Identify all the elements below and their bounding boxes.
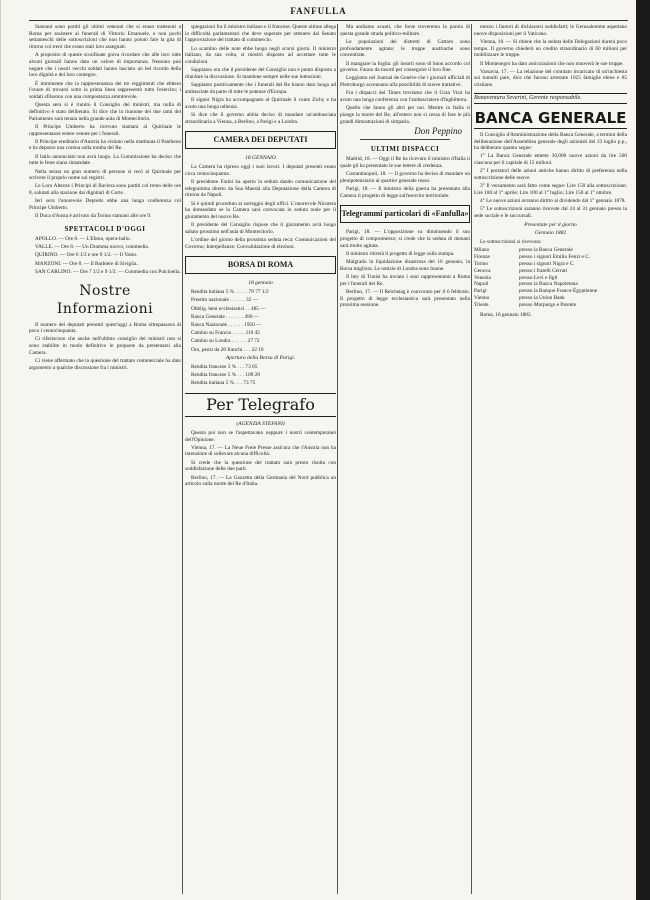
list-agent: presso la Banca Napoletana [519,281,578,288]
paragraph: L'ordine del giorno della prossima seduta reca: Comunicazioni del Governo; Interpellanze; Convalidazione di elezioni. [185,237,336,250]
borsa-line: Cambio su Londra . . . . . . 27 72 [191,338,260,345]
paragraph: Le popolazioni dei distretti di Cattaro sono profondamente agitate; le truppe austriache sono concentrate. [340,38,470,59]
list-city: Trieste [474,301,489,308]
footer-date: Roma, 18 gennaio 1882. [480,311,532,318]
borsa-date: 18 gennaio [248,280,273,287]
spettacolo-item: SAN CARLINO. — Ore 7 1/2 e 9 1/2. — Commedia con Pulcinella. [35,268,181,275]
paragraph: spiegazioni fra il ministro italiano e il francese. Queste ultime allega la difficoltà parlamentari che deve superare per ottenere dal Senato l'approvazione del trattato di commercio. [185,24,336,44]
paragraph: Il presidente del Consiglio rispose che il giuramento avrà luogo sabato prossimo nell'aula di Montecitorio. [185,222,336,235]
list-item [474,254,627,261]
list-agent: presso i signori Nigra e C. [519,260,575,267]
list-city: Napoli [474,281,489,288]
borsa-line: Rendita italiana 5 % . . . 73 75 [191,380,256,387]
paragraph: 4° Le nuove azioni avranno diritto al dividendo dal 1° gennaio 1878. [480,198,626,205]
scan-edge [636,0,650,900]
paragraph: Si dice che il governo abbia deciso di mandare un'ambasciata straordinaria a Vienna, a Berlino, a Parigi e a Londra. [185,111,336,125]
paragraph: Questa poi non se l'aspettavano neppure i nostri contemporanei dell'Opinione. [185,429,336,443]
parigi-lines [185,364,336,387]
col4-paragraphs [474,24,627,89]
list-item [474,275,627,282]
camera-deputati-heading: CAMERA DEI DEPUTATI [185,131,336,149]
paragraph: Parigi, 18. — L'opposizione va diminuendo il suo progetto di compromesso; si crede che la seduta di domani sarà molto agitata. [340,229,470,249]
masthead-rule [29,20,628,21]
list-city: Venezia [474,274,491,281]
spettacolo-item: MANZONI. — Ore 8. — Il Barbiere di Siviglia. [35,260,138,267]
paragraph: 3° Il versamento sarà fatto come segue: Lire 150 alla sottoscrizione; Lire 100 al 1° aprile; Lire 100 al 1° luglio; Lire 150 al 1° ottobre. [474,183,627,196]
list-item [474,288,627,295]
paragraph: Il Montenegro ha dato assicurazioni che non muoverà le sue truppe. [480,60,624,67]
paragraph: Le Loro Altezze i Principi di Baviera sono partiti col treno delle ore 8, salutati alla stazione dai dignitari di Corte. [29,183,181,197]
borsa-line: Prestito nazionale . . . . . . 32 — [191,297,258,304]
paragraph: Berlino, 17. — Il Reichstag è convocato per il 6 febbraio. Il progetto di legge ecclesiastica sarà presentato nella prossima sessione. [340,288,470,309]
paragraph: Il mangiare la foglia: gli insorti sono di buon accordo col governo. Fanno da insorti per conseguire il loro fine. [340,60,470,74]
camera-paragraphs [185,164,336,250]
paragraph: Ma andiamo avanti, che forse troveremo la parola di questa grande strada politico-militare. [340,24,470,37]
paragraph: Il numero dei deputati presenti quest'oggi a Roma oltrepassava di poco i centocinquanta. [29,321,181,335]
spettacolo-item: VALLE. — Ore 8. — Un Dramma nuovo, commedia. [35,244,150,251]
list-city: Vienna [474,294,489,301]
parigi-heading: Apertura della Borsa di Parigi. [225,355,296,362]
list-title: Le sottoscrizioni si ricevono: [480,239,542,246]
paragraph: 2° I portatori delle azioni antiche hanno diritto di preferenza nella sottoscrizione delle nuove. [474,168,627,182]
paragraph: Fra i dispacci del Times troviamo che il Gran Visir ha avuto una lunga conferenza con l'ambasciatore d'Inghilterra. [340,90,470,104]
paragraph: Varsavia, 17. — La relazione del comitato incaricato di un'inchiesta sui tumulti pare, dice che furono arrestate 1025 famiglie ebree e 85 cristiane. [474,68,627,89]
dispacci-paragraphs [340,156,470,199]
paragraph: Lo scambio delle note ebbe luogo negli scorsi giorni. Il ministro italiano, da sua volta, si mostrò disposto ad accettare tutte le condizioni. [185,45,336,66]
column-1 [29,24,181,892]
list-agent: presso Morpurgo e Parente [519,301,577,308]
list-agent: presso i signori Emilio Fenzi e C. [519,254,591,261]
sottoscrizioni-date: Gennaio 1882 [534,230,567,237]
borsa-lines [185,289,336,353]
ultimi-dispacci-heading: ULTIMI DISPACCI [370,145,440,154]
borsa-line: Obblig. beni ecclesiastici . . 485 — [191,305,266,312]
list-agent: presso Levi e figli [519,274,558,281]
telegrammi-heading: Telegrammi particolari di «Fanfulla» [340,205,470,223]
paragraph: Il signor Nigra ha accompagnato al Quirinale il conte Zichy e ha avuto una lunga udienza. [185,97,336,110]
paragraph: Berlino, 17. — La Gazzetta della Germania del Nord pubblica un articolo sulla morte del Re d'Italia. [185,474,336,488]
column-4 [474,24,627,892]
paragraph: Il Consiglio d'Amministrazione della Banca Generale, a termini della deliberazione dell'Assemblea generale degli azionisti del 23 luglio p.p., ha deliberato quanto segue: [474,131,627,152]
list-city: Torino [474,260,489,267]
per-telegrafo-heading: Per Telegrafo [185,393,336,417]
list-agent: presso i fratelli Cerruti [519,267,568,274]
paragraph: Quello che fanno gli altri per noi. Mentre in Italia si piange la morte del Re, all'estero non si cessa di fare le più grandi dimostrazioni di simpatia. [340,105,470,125]
paragraph: È imminente che la rappresentanza dei tre reggimenti che ebbero l'onore di trovarsi sotto la prima linea rappresentò tutto l'esercito; i soldati sfilarono con una compostezza ammirevole. [29,80,181,101]
paragraph: Sappiamo positivamente che i funerali del Re hanno dato luogo ad ambasciate da parte di tutte le potenze d'Europa. [185,82,336,95]
borsa-line: Oro, pezzi da 20 franchi . . . 22 10 [191,346,264,353]
col3-paragraphs [340,24,470,125]
borsa-line: Rendita francese 3 % . . . 73 05 [191,364,258,371]
column-divider [471,24,472,894]
paragraph: 5° Le sottoscrizioni saranno ricevute dal 24 al 31 gennaio presso la sede sociale e le succursali. [474,206,627,220]
borsa-line: Rendita italiana 5 % . . . . . 79 77 1/2 [191,289,269,296]
paragraph: Il presidente Farini ha aperto la seduta dando comunicazione del telegramma diretto da Sua Maestà alla Deputazione della Camera di ritorno da Napoli. [185,178,336,199]
paragraph: Ci viene affermato che la questione del trattato commerciale ha dato argomento a qualche discussione fra i ministri. [29,358,181,371]
list-item [474,302,627,309]
spettacoli-list [29,236,181,276]
borsa-line: Rendita francese 5 % . . . 109 20 [191,372,260,379]
paragraph: Il Principe ereditario d'Austria ha visitato nella mattinata il Pantheon e ha deposto una corona sulla tomba del Re. [29,138,181,152]
paragraph: mezzo i fautori di dichiararsi soddisfatti; le Gerusalemme aspettano nuove disposizioni per il Vaticano. [474,24,627,37]
list-item [474,247,627,254]
paragraph: Parigi, 18. — Il ministro della guerra ha presentato alla Camera il progetto di legge sull'esercito territoriale. [340,185,470,199]
paragraph: A proposito di queste sconfinate giova ricordare che alle loro ratte alcuni giornali hanno dato un valore di importanza. Nessuno può negare che i nostri vecchi soldati hanno lasciato un bel ricordo della loro dignità e del loro contegno. [29,52,181,79]
paragraph: Ci riferiscono che anche nell'ultimo consiglio dei ministri non si sono stabilite in modo definitivo le proposte da presentarsi alla Camera. [29,336,181,356]
spettacoli-heading: SPETTACOLI D'OGGI [64,224,146,233]
borsa-line: Banca Nazionale . . . . . . 1950 — [191,322,262,328]
spettacolo-item: QUIRINO. — Ore 6 1/2 e ore 9 1/2. — Il Vasto. [35,252,138,259]
list-item [474,295,627,302]
list-city: Genova [474,267,491,274]
paragraph: Leggiamo nel Journal de Genève che i giornali ufficiali di Pietroburgo accennano alla possibilità di nuove trattative. [340,75,470,89]
borsa-roma-heading: BORSA DI ROMA [185,256,336,274]
paragraph: Il bey di Tunisi ha inviato i suoi rappresentanti a Roma per i funerali del Re. [340,273,470,287]
paragraph: Vienna, 17. — La Neue Freie Presse assicura che l'Austria non ha intenzione di sollevare alcuna difficoltà. [185,444,336,458]
section-rule [360,139,450,140]
paragraph: Sappiamo ora che il presidente del Consiglio non è punto disposto a ritardare la discussione. Si mantiene sempre nelle sue intenzioni. [185,67,336,80]
borsa-line: Banca Generale . . . . . . . 490 — [191,313,260,320]
sottoscrizioni-list [474,247,627,308]
paragraph: Il Duca d'Aosta è arrivato da Torino stamani alle ore 9. [35,213,152,220]
paragraph: La Camera ha ripreso oggi i suoi lavori. I deputati presenti erano circa centocinquanta. [185,164,336,177]
banca-paragraphs [474,132,627,220]
paragraph: Il ballo annunciato non avrà luogo. La Commissione ha deciso che tutte le feste siano rimandate. [29,153,181,167]
banca-generale-heading: BANCA GENERALE [474,108,627,127]
list-city: Parigi [474,288,487,295]
paragraph: Nella serata un gran numero di persone si recò al Quirinale per scrivere il proprio nome sui registri. [29,168,181,182]
paragraph: Questa sera si è riunito il Consiglio dei ministri, ma nulla di definitivo è stato deliberato. Si dice che la riunione dei due rami del Parlamento sarà tenuta nella grande aula di Montecitorio. [29,102,181,122]
notizie-list [29,322,181,372]
paragraph: Malgrado la liquidazione disastrosa del 16 gennaio, la Borsa migliora. Le notizie di Londra sono buone. [340,259,470,272]
telegrammi-paragraphs [340,229,470,309]
spettacolo-item: APOLLO. — Ore 8. — L'Ebrea, opera-ballo. [35,235,131,242]
borsa-line: Cambio su Francia . . . . . 110 45 [191,330,260,337]
column-3 [340,24,470,892]
telegrafo-paragraphs [185,430,336,488]
list-agent: presso la Banque Franco-Égyptienne [519,288,598,295]
paragraph: Ieri sera l'onorevole Depretis ebbe una lunga conferenza col Principe Umberto. [29,198,181,212]
column-2 [185,24,336,892]
list-item [474,268,627,275]
signature: Don Peppino [414,126,462,137]
list-agent: presso la Banca Generale [519,247,573,254]
gerente-banner: Bonaventura Severini, Gerente responsabile. [474,93,627,104]
list-agent: presso la Union Bank [519,294,565,301]
paragraph: Il Principe Umberto ha ricevuto stamani al Quirinale le rappresentanze estere venute per i funerali. [29,123,181,137]
list-city: Firenze [474,254,490,261]
col1-paragraphs [29,24,181,220]
list-city: Milano [474,247,490,254]
paragraph: Madrid, 18. — Oggi il Re ha ricevuto il ministro d'Italia il quale gli ha presentato le sue lettere di credenza. [340,156,470,169]
col2-paragraphs [185,24,336,125]
list-item [474,261,627,268]
masthead: FANFULLA [290,6,347,16]
paragraph: Costantinopoli, 18. — Il governo ha deciso di mandare un plenipotenziario al quartier generale russo. [340,170,470,184]
camera-date: 18 GENNAIO [245,155,276,162]
column-divider [337,24,338,894]
paragraph: 1° La Banca Generale emette 30,000 nuove azioni da lire 500 ciascuna per il capitale di 15 milioni. [474,153,627,167]
sottoscrizioni-heading: Presentate per il giorno [524,221,577,228]
telegrafo-subtitle: (AGENZIA STEFANI) [236,421,285,428]
paragraph: Il ministro ritirerà il progetto di legge sulla stampa. [346,250,455,257]
paragraph: Stamani sono partiti gli ultimi veterani che si erano trattenuti a Roma per assistere ai funerali di Vittorio Emanuele, e non pochi settanteschi delle sottoscrizioni che non hanno potuto fare la gita di ritorno coi treni che erano stati loro assegnati. [29,24,181,51]
paragraph: Si crede che la questione del trattato sarà presto risolta con soddisfazione delle due parti. [185,459,336,473]
nostre-informazioni-heading: Nostre Informazioni [56,282,154,317]
paragraph: Vienna, 18. — Si ritiene che la seduta delle Delegazioni durerà poco tempo. Il governo chiederà un credito straordinario di 60 milioni per mobilizzare le truppe. [474,38,627,59]
paragraph: Si è quindi proceduto al sorteggio degli uffici. L'onorevole Nicotera ha domandato se la Camera sarà convocata in seduta reale per il giuramento del nuovo Re. [185,200,336,220]
column-divider [182,24,183,894]
